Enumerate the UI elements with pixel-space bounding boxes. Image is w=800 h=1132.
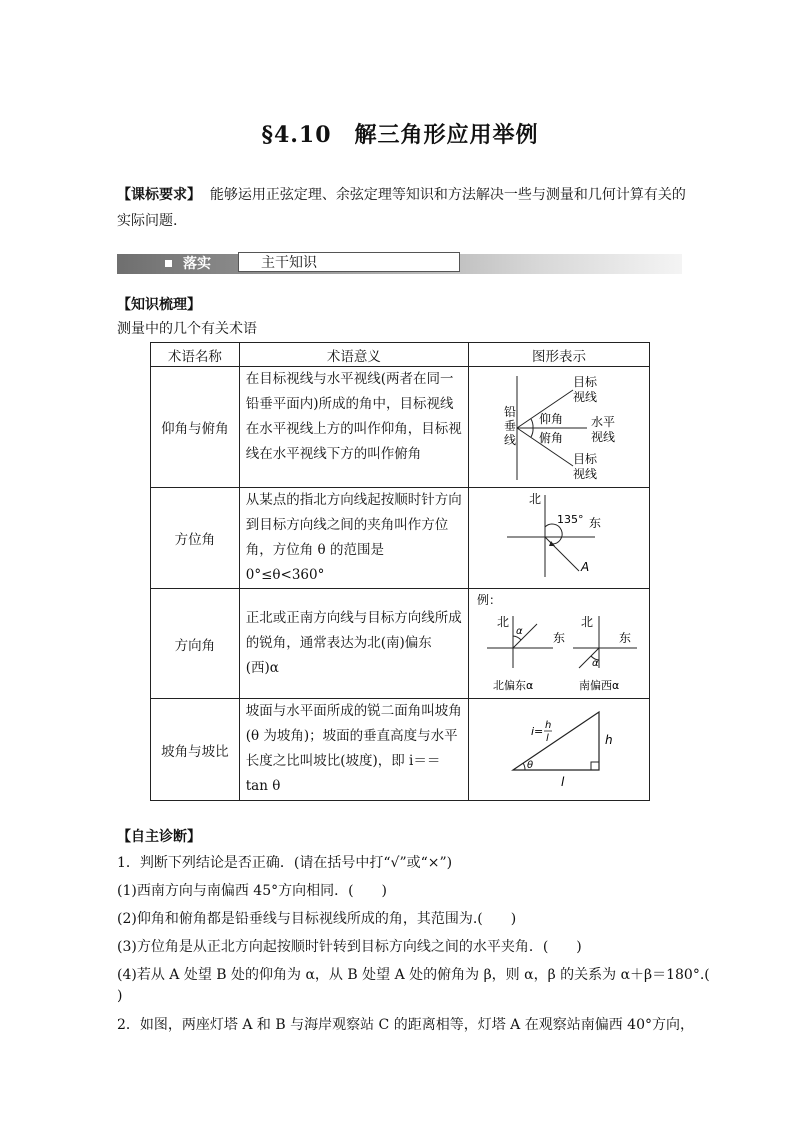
vertical-label: 线	[503, 432, 516, 447]
judgement-item: (3)方位角是从正北方向起按顺时针转到目标方向线之间的水平夹角．( )	[117, 939, 582, 955]
term-name: 方位角	[151, 488, 240, 589]
ratio-l: l	[545, 732, 549, 744]
question-1: 1．判断下列结论是否正确．(请在括号中打“√”或“×”)	[117, 855, 453, 871]
figure-cell	[468, 367, 649, 488]
direction-figure	[469, 590, 649, 698]
term-name: 仰角与俯角	[151, 367, 240, 488]
north-label: 北	[496, 614, 509, 629]
term-name: 方向角	[151, 589, 240, 699]
table-row	[151, 367, 650, 488]
caption-sw: 南偏西α	[578, 678, 620, 692]
vertical-label: 垂	[503, 418, 516, 433]
figure-cell	[468, 589, 649, 699]
table-row	[151, 589, 650, 699]
page-title: §4.10 解三角形应用举例	[261, 122, 539, 148]
banner-tag: 落实	[183, 256, 211, 272]
slope-figure	[469, 700, 649, 800]
knowledge-intro: 测量中的几个有关术语	[117, 321, 257, 337]
point-label: A	[580, 560, 590, 574]
judgement-item: (2)仰角和俯角都是铅垂线与目标视线所成的角，其范围为.( )	[117, 911, 517, 927]
ratio-h: h	[544, 719, 552, 731]
north-label: 北	[580, 614, 593, 629]
target-label: 视线	[572, 466, 597, 481]
table-header-row	[151, 343, 650, 367]
term-name: 坡角与坡比	[151, 699, 240, 801]
figure-cell	[468, 488, 649, 589]
alpha-label: α	[515, 625, 523, 637]
term-meaning: 正北或正南方向线与目标方向线所成的锐角，通常表达为北(南)偏东(西)α	[239, 589, 468, 699]
judgement-item: )	[117, 988, 123, 1004]
requirement-text-2: 实际问题.	[117, 213, 178, 229]
terms-table	[150, 342, 650, 801]
target-label: 目标	[572, 451, 597, 466]
requirement	[117, 182, 689, 234]
caption-ne: 北偏东α	[492, 678, 534, 692]
section-banner	[117, 252, 682, 274]
elevation-depression-figure	[469, 368, 649, 487]
table-row	[151, 488, 650, 589]
horizontal-label: 视线	[590, 429, 615, 444]
diagnosis-heading: 【自主诊断】	[117, 829, 201, 845]
square-icon	[165, 260, 172, 267]
target-label: 目标	[572, 374, 597, 389]
alpha-label: α	[591, 657, 599, 669]
horizontal-label: 水平	[590, 414, 615, 429]
table-header: 术语名称	[151, 343, 240, 367]
term-meaning: 坡面与水平面所成的锐二面角叫坡角(θ 为坡角)；坡面的垂直高度与水平长度之比叫坡比(坡度)，即 i＝＝tan θ	[239, 699, 468, 801]
table-header: 图形表示	[468, 343, 649, 367]
north-label: 北	[528, 492, 541, 506]
target-label: 视线	[572, 389, 597, 404]
term-meaning: 从某点的指北方向线起按顺时针方向到目标方向线之间的夹角叫作方位角，方位角 θ 的范围是 0°≤θ<360°	[239, 488, 468, 589]
ratio-i: i=	[530, 724, 544, 738]
depression-label: 俯角	[538, 430, 563, 445]
east-label: 东	[552, 630, 565, 645]
table-header: 术语意义	[239, 343, 468, 367]
theta-label: θ	[526, 759, 534, 771]
figure-cell	[468, 699, 649, 801]
banner-title: 主干知识	[238, 252, 460, 272]
azimuth-figure	[469, 489, 649, 587]
east-label: 东	[618, 630, 631, 645]
elevation-label: 仰角	[538, 411, 563, 426]
question-2: 2．如图，两座灯塔 A 和 B 与海岸观察站 C 的距离相等，灯塔 A 在观察站南偏西 40°方向，	[117, 1017, 694, 1033]
requirement-label: 【课标要求】	[117, 187, 201, 203]
knowledge-heading: 【知识梳理】	[117, 297, 201, 313]
height-label: h	[604, 732, 613, 747]
east-label: 东	[588, 516, 601, 530]
vertical-label: 铅	[503, 404, 516, 419]
length-label: l	[560, 774, 565, 789]
judgement-item: (4)若从 A 处望 B 处的仰角为 α，从 B 处望 A 处的俯角为 β，则 α，β 的关系为 α＋β＝180°.(	[117, 967, 710, 983]
example-label: 例：	[476, 592, 501, 607]
table-row	[151, 699, 650, 801]
term-meaning: 在目标视线与水平视线(两者在同一铅垂平面内)所成的角中，目标视线在水平视线上方的叫作仰角，目标视线在水平视线下方的叫作俯角	[239, 367, 468, 488]
judgement-item: (1)西南方向与南偏西 45°方向相同．( )	[117, 883, 388, 899]
requirement-text: 能够运用正弦定理、余弦定理等知识和方法解决一些与测量和几何计算有关的	[209, 187, 686, 203]
angle-label: 135°	[556, 513, 584, 526]
